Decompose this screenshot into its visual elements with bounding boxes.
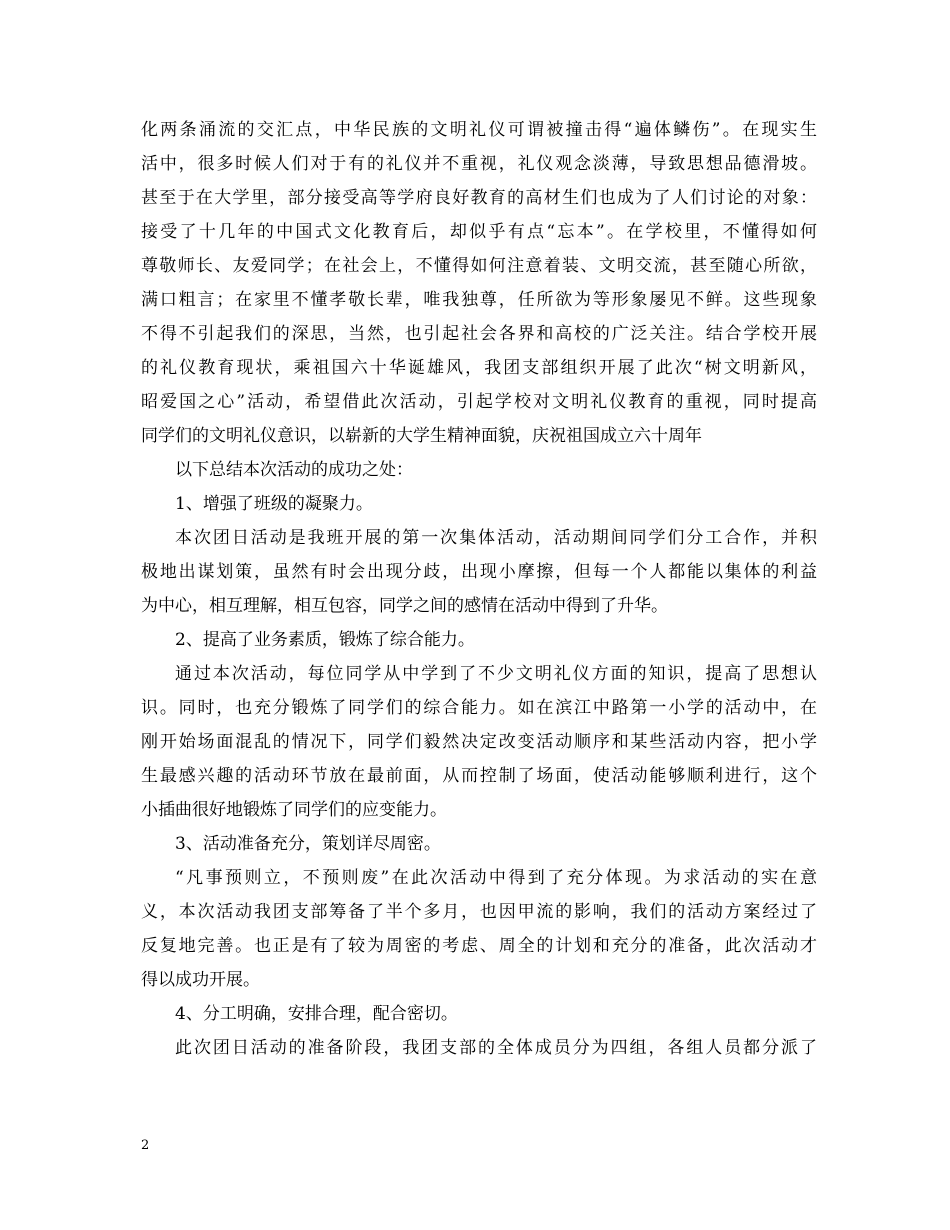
text-line: 义，本次活动我团支部筹备了半个多月，也因甲流的影响，我们的活动方案经过了 (141, 902, 817, 922)
text-line: 得以成功开展。 (141, 970, 260, 990)
text-line: 接受了十几年的中国式文化教育后，却似乎有点“忘本”。在学校里，不懂得如何 (141, 222, 817, 242)
text-line: 甚至于在大学里，部分接受高等学府良好教育的高材生们也成为了人们讨论的对象： (141, 188, 817, 208)
text-line: 活中，很多时候人们对于有的礼仪并不重视，礼仪观念淡薄，导致思想品德滑坡。 (141, 154, 817, 174)
text-line: 同学们的文明礼仪意识，以崭新的大学生精神面貌，庆祝祖国成立六十周年 (141, 426, 702, 446)
page-number: 2 (141, 1138, 150, 1153)
text-line: 以下总结本次活动的成功之处： (175, 460, 413, 480)
text-line: 反复地完善。也正是有了较为周密的考虑、周全的计划和充分的准备，此次活动才 (141, 936, 817, 956)
text-line: 识。同时，也充分锻炼了同学们的综合能力。如在滨江中路第一小学的活动中，在 (141, 698, 817, 718)
text-line: 1、增强了班级的凝聚力。 (175, 494, 373, 514)
text-line: 2、提高了业务素质，锻炼了综合能力。 (175, 630, 475, 650)
text-line: 小插曲很好地锻炼了同学们的应变能力。 (141, 800, 447, 820)
text-line: 化两条涌流的交汇点，中华民族的文明礼仪可谓被撞击得“遍体鳞伤”。在现实生 (141, 120, 817, 140)
text-line: 通过本次活动，每位同学从中学到了不少文明礼仪方面的知识，提高了思想认 (175, 664, 817, 684)
text-line: 刚开始场面混乱的情况下，同学们毅然决定改变活动顺序和某些活动内容，把小学 (141, 732, 817, 752)
text-line: 不得不引起我们的深思，当然，也引起社会各界和高校的广泛关注。结合学校开展 (141, 324, 817, 344)
text-line: 本次团日活动是我班开展的第一次集体活动，活动期间同学们分工合作，并积 (175, 528, 817, 548)
text-line: 满口粗言；在家里不懂孝敬长辈，唯我独尊，任所欲为等形象屡见不鲜。这些现象 (141, 290, 817, 310)
text-line: 为中心，相互理解，相互包容，同学之间的感情在活动中得到了升华。 (141, 596, 668, 616)
text-line: “凡事预则立，不预则废”在此次活动中得到了充分体现。为求活动的实在意 (175, 868, 817, 888)
text-line: 此次团日活动的准备阶段，我团支部的全体成员分为四组，各组人员都分派了 (175, 1038, 817, 1058)
text-line: 4、分工明确，安排合理，配合密切。 (175, 1004, 458, 1024)
text-line: 的礼仪教育现状，乘祖国六十华诞雄风，我团支部组织开展了此次“树文明新风， (141, 358, 817, 378)
text-line: 极地出谋划策，虽然有时会出现分歧，出现小摩擦，但每一个人都能以集体的利益 (141, 562, 817, 582)
text-line: 3、活动准备充分，策划详尽周密。 (175, 834, 441, 854)
text-line: 昭爱国之心”活动，希望借此次活动，引起学校对文明礼仪教育的重视，同时提高 (141, 392, 817, 412)
document-body (141, 113, 817, 1065)
text-line: 尊敬师长、友爱同学；在社会上，不懂得如何注意着装、文明交流，甚至随心所欲， (141, 256, 817, 276)
text-line: 生最感兴趣的活动环节放在最前面，从而控制了场面，使活动能够顺利进行，这个 (141, 766, 817, 786)
